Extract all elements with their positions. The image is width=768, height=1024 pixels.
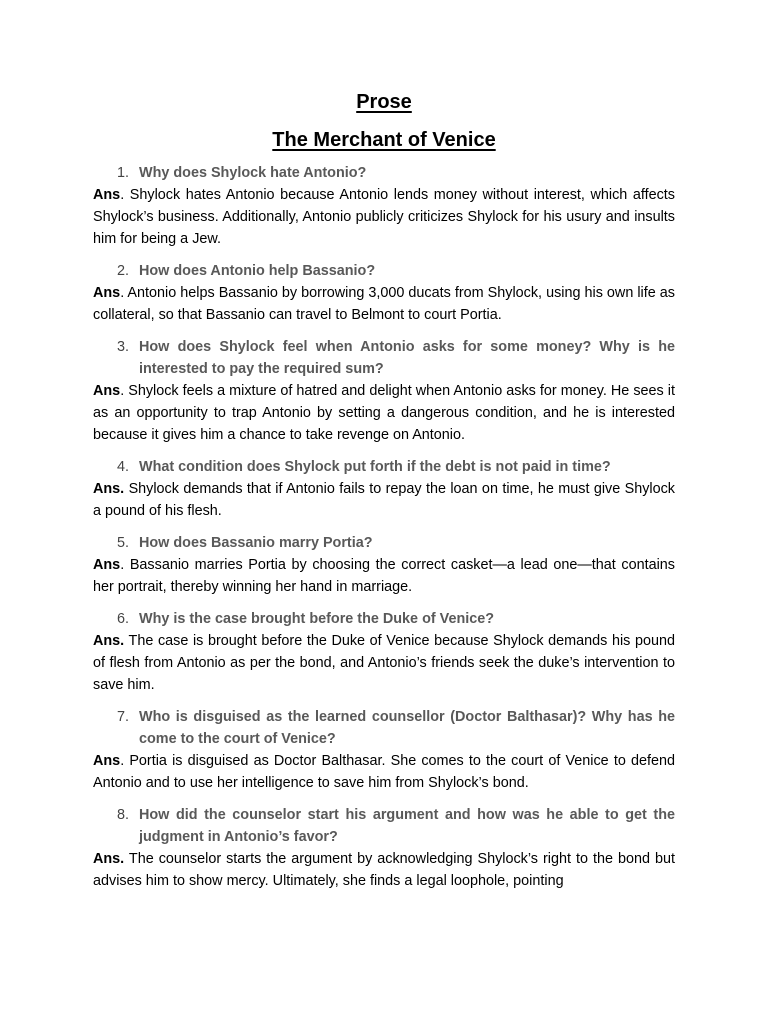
answer (93, 848, 675, 892)
answer-label: Ans (93, 557, 121, 573)
question (93, 456, 675, 478)
qa-item-1 (93, 162, 675, 250)
question (93, 532, 675, 554)
answer-text: . Portia is disguised as Doctor Balthasar. She comes to the court of Venice to defend Antonio and to use her intelligence to save him from Shylock’s bond. (93, 753, 675, 791)
answer-label: Ans (93, 753, 121, 769)
question (93, 706, 675, 750)
qa-item-4 (93, 456, 675, 522)
qa-item-3 (93, 336, 675, 446)
answer-label: Ans (93, 383, 121, 399)
answer-label: Ans. (93, 633, 125, 649)
question-number: 7. (117, 709, 130, 725)
answer (93, 282, 675, 326)
answer (93, 380, 675, 446)
document-page (93, 88, 675, 902)
question-number: 8. (117, 807, 130, 823)
question (93, 260, 675, 282)
answer-text: Shylock demands that if Antonio fails to repay the loan on time, he must give Shylock a pound of his flesh. (93, 481, 675, 519)
page-subtitle: The Merchant of Venice (272, 129, 496, 151)
answer-label: Ans. (93, 851, 125, 867)
question-number: 3. (117, 339, 130, 355)
answer-text: The case is brought before the Duke of Venice because Shylock demands his pound of flesh from Antonio as per the bond, and Antonio’s friends seek the duke’s intervention to save him. (93, 633, 675, 693)
answer-label: Ans (93, 285, 121, 301)
question (93, 162, 675, 184)
question-text: How does Antonio help Bassanio? (139, 263, 376, 279)
question-number: 5. (117, 535, 130, 551)
question-number: 4. (117, 459, 130, 475)
answer (93, 554, 675, 598)
qa-item-7 (93, 706, 675, 794)
qa-item-6 (93, 608, 675, 696)
question-text: Why is the case brought before the Duke of Venice? (139, 611, 495, 627)
answer-text: . Bassanio marries Portia by choosing the correct casket—a lead one—that contains her portrait, thereby winning her hand in marriage. (93, 557, 675, 595)
question-number: 2. (117, 263, 130, 279)
qa-item-8 (93, 804, 675, 892)
answer-text: The counselor starts the argument by acknowledging Shylock’s right to the bond but advises him to show mercy. Ultimately, she finds a legal loophole, pointing (93, 851, 675, 889)
question-text: How did the counselor start his argument and how was he able to get the judgment in Antonio’s favor? (139, 807, 675, 845)
question-text: Why does Shylock hate Antonio? (139, 165, 367, 181)
answer (93, 478, 675, 522)
question-number: 1. (117, 165, 130, 181)
question (93, 336, 675, 380)
question-text: How does Bassanio marry Portia? (139, 535, 373, 551)
question-text: Who is disguised as the learned counsellor (Doctor Balthasar)? Why has he come to the court of Venice? (139, 709, 675, 747)
question-text: How does Shylock feel when Antonio asks for some money? Why is he interested to pay the required sum? (139, 339, 675, 377)
answer-label: Ans (93, 187, 121, 203)
answer (93, 184, 675, 250)
page-title: Prose (356, 91, 412, 113)
answer (93, 750, 675, 794)
question (93, 804, 675, 848)
qa-item-2 (93, 260, 675, 326)
answer-text: . Antonio helps Bassanio by borrowing 3,000 ducats from Shylock, using his own life as collateral, so that Bassanio can travel to Belmont to court Portia. (93, 285, 675, 323)
answer-label: Ans. (93, 481, 125, 497)
qa-item-5 (93, 532, 675, 598)
answer (93, 630, 675, 696)
question-number: 6. (117, 611, 130, 627)
answer-text: . Shylock hates Antonio because Antonio lends money without interest, which affects Shylock’s business. Additionally, Antonio publicly criticizes Shylock for his usury and insults him for being a Jew. (93, 187, 675, 247)
question-text: What condition does Shylock put forth if the debt is not paid in time? (139, 459, 611, 475)
question (93, 608, 675, 630)
answer-text: . Shylock feels a mixture of hatred and delight when Antonio asks for money. He sees it as an opportunity to trap Antonio by setting a dangerous condition, and he is interested because it gives him a chance to take revenge on Antonio. (93, 383, 675, 443)
